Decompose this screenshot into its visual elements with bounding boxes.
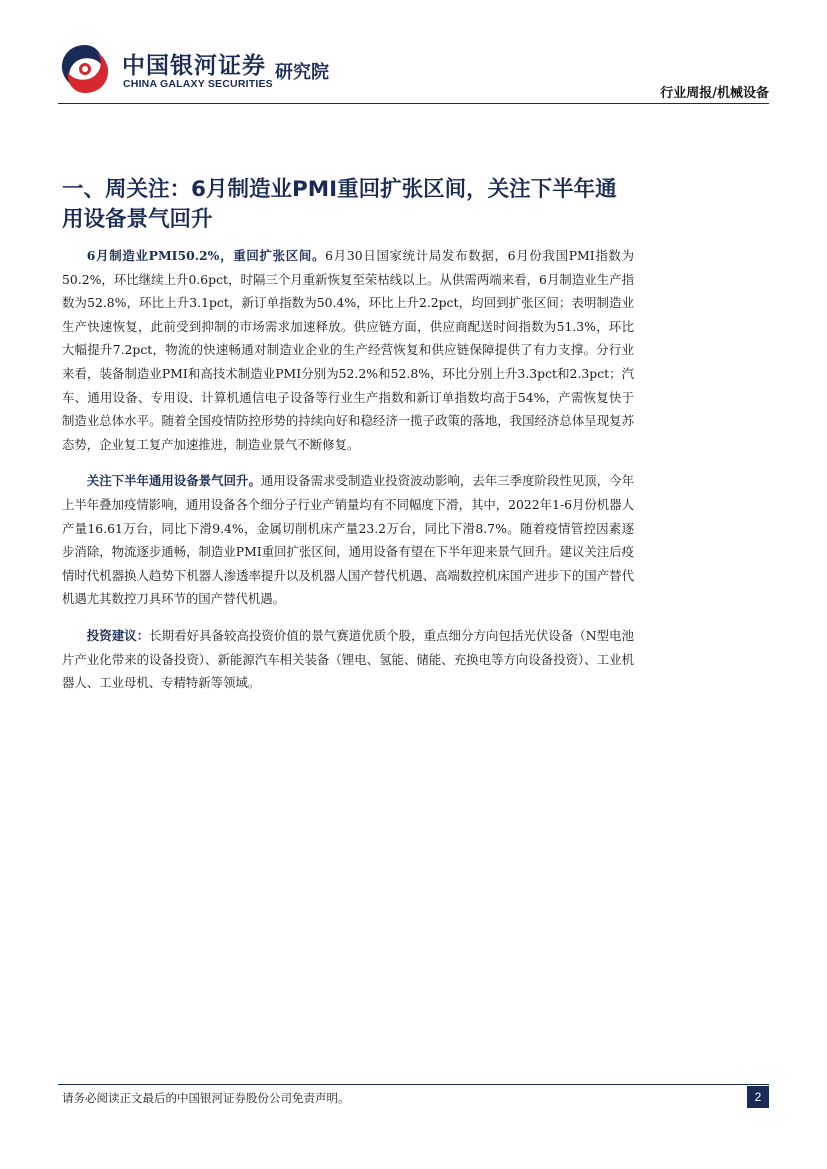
section-title: 一、周关注：6月制造业PMI重回扩张区间，关注下半年通用设备景气回升: [62, 177, 617, 232]
paragraph-text: 通用设备需求受制造业投资波动影响，去年三季度阶段性见顶，今年上半年叠加疫情影响，通用设备各个细分子行业产销量均有不同幅度下滑，其中，2022年1-6月份机器人产量16.61万台，同比下滑9.4%，金属切削机床产量23.2万台，同比下滑8.7%。随着疫情管控因素逐步消除，物流逐步通畅，制造业PMI重回扩张区间，通用设备有望在下半年迎来景气回升。建议关注后疫情时代机器换人趋势下机器人渗透率提升以及机器人国产替代机遇、高端数控机床国产进步下的国产替代机遇尤其数控刀具环节的国产替代机遇。: [62, 473, 634, 607]
paragraph-text: 长期看好具备较高投资价值的景气赛道优质个股，重点细分方向包括光伏设备（N型电池片产业化带来的设备投资）、新能源汽车相关装备（锂电、氢能、储能、充换电等方向设备投资）、工业机器人、工业母机、专精特新等领域。: [62, 627, 635, 691]
footer-divider: [58, 1084, 769, 1085]
page-header: [0, 0, 827, 110]
report-type: 行业周报/机械设备: [660, 86, 769, 101]
galaxy-swirl-logo-icon: [58, 42, 112, 96]
paragraph-lead: 关注下半年通用设备景气回升。: [86, 473, 261, 489]
paragraph-general-equipment: [62, 469, 634, 611]
paragraph-lead: 投资建议：: [86, 627, 150, 643]
brand-name-en: CHINA GALAXY SECURITIES: [123, 78, 273, 90]
paragraph-text: 6月30日国家统计局发布数据，6月份我国PMI指数为50.2%，环比继续上升0.6pct，时隔三个月重新恢复至荣枯线以上。从供需两端来看，6月制造业生产指数为52.8%，环比上升3.1pct，新订单指数为50.4%，环比上升2.2pct，均回到扩张区间；表明制造业生产快速恢复，此前受到抑制的市场需求加速释放。供应链方面，供应商配送时间指数为51.3%，环比大幅提升7.2pct，物流的快速畅通对制造业企业的生产经营恢复和供应链保障提供了有力支撑。分行业来看，装备制造业PMI和高技术制造业PMI分别为52.2%和52.8%，环比分别上升3.3pct和2.3pct；汽车、通用设备、专用设、计算机通信电子设备等行业生产指数和新订单指数均高于54%，产需恢复快于制造业总体水平。随着全国疫情防控形势的持续向好和稳经济一揽子政策的落地，我国经济总体呈现复苏态势，企业复工复产加速推进，制造业景气不断修复。: [62, 248, 634, 452]
page-number: 2: [747, 1086, 769, 1108]
paragraph-investment-advice: [62, 624, 634, 695]
brand-name-cn: 中国银河证券: [122, 53, 266, 79]
brand-research-unit: 研究院: [275, 62, 329, 83]
paragraph-pmi: [62, 244, 634, 456]
report-body: [62, 244, 634, 708]
header-divider: [58, 103, 769, 104]
paragraph-lead: 6月制造业PMI50.2%，重回扩张区间。: [86, 248, 326, 263]
footer-disclaimer: 请务必阅读正文最后的中国银河证券股份公司免责声明。: [62, 1091, 350, 1105]
